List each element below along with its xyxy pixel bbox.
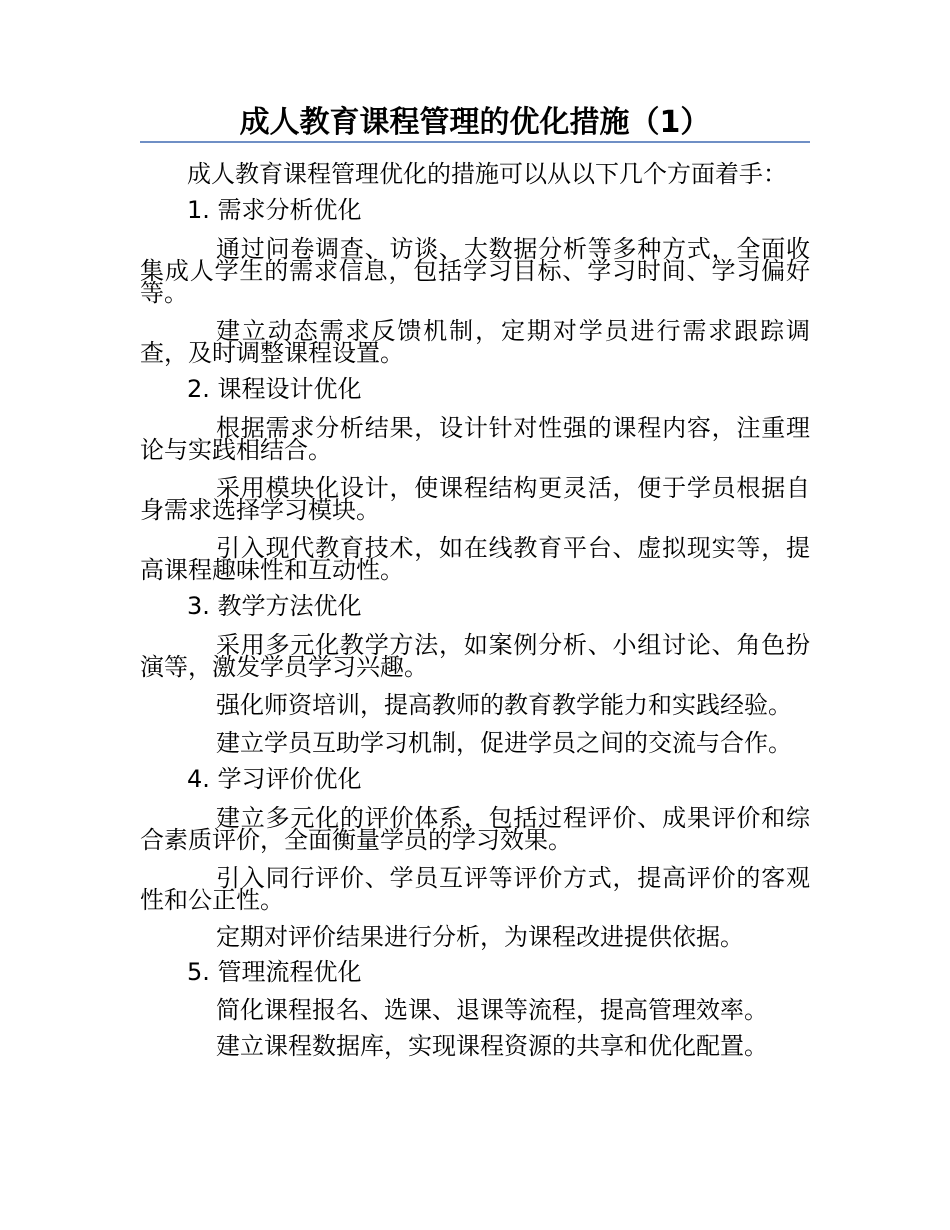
section-paragraph: 通过问卷调查、访谈、大数据分析等多种方式，全面收集成人学生的需求信息，包括学习目标、学习时间、学习偏好等。 bbox=[140, 235, 810, 307]
section-heading: 1. 需求分析优化 bbox=[187, 196, 362, 224]
section-paragraph: 简化课程报名、选课、退课等流程，提高管理效率。 bbox=[216, 996, 768, 1024]
section-paragraph: 建立多元化的评价体系，包括过程评价、成果评价和综合素质评价，全面衡量学员的学习效果。 bbox=[140, 804, 810, 854]
title-block bbox=[140, 103, 810, 143]
section-2 bbox=[140, 371, 810, 588]
section-heading: 3. 教学方法优化 bbox=[187, 592, 362, 620]
section-3 bbox=[140, 588, 810, 761]
section-paragraph: 采用模块化设计，使课程结构更灵活，便于学员根据自身需求选择学习模块。 bbox=[140, 474, 810, 524]
section-paragraph: 建立动态需求反馈机制，定期对学员进行需求跟踪调查，及时调整课程设置。 bbox=[140, 317, 810, 367]
document-title: 成人教育课程管理的优化措施（1） bbox=[239, 105, 711, 140]
intro-paragraph: 成人教育课程管理优化的措施可以从以下几个方面着手： bbox=[187, 160, 787, 188]
section-paragraph: 定期对评价结果进行分析，为课程改进提供依据。 bbox=[216, 923, 744, 951]
document-body bbox=[140, 156, 810, 1063]
section-paragraph: 建立课程数据库，实现课程资源的共享和优化配置。 bbox=[216, 1032, 768, 1060]
section-paragraph: 引入现代教育技术，如在线教育平台、虚拟现实等，提高课程趣味性和互动性。 bbox=[140, 534, 810, 584]
section-paragraph: 采用多元化教学方法，如案例分析、小组讨论、角色扮演等，激发学员学习兴趣。 bbox=[140, 631, 810, 681]
section-1 bbox=[140, 192, 810, 371]
section-paragraph: 根据需求分析结果，设计针对性强的课程内容，注重理论与实践相结合。 bbox=[140, 414, 810, 464]
section-paragraph: 引入同行评价、学员互评等评价方式，提高评价的客观性和公正性。 bbox=[140, 864, 810, 914]
section-4 bbox=[140, 761, 810, 954]
section-heading: 2. 课程设计优化 bbox=[187, 375, 362, 403]
section-heading: 4. 学习评价优化 bbox=[187, 765, 362, 793]
section-heading: 5. 管理流程优化 bbox=[187, 958, 362, 986]
section-paragraph: 建立学员互助学习机制，促进学员之间的交流与合作。 bbox=[216, 729, 792, 757]
section-paragraph: 强化师资培训，提高教师的教育教学能力和实践经验。 bbox=[216, 691, 792, 719]
section-5 bbox=[140, 954, 810, 1063]
